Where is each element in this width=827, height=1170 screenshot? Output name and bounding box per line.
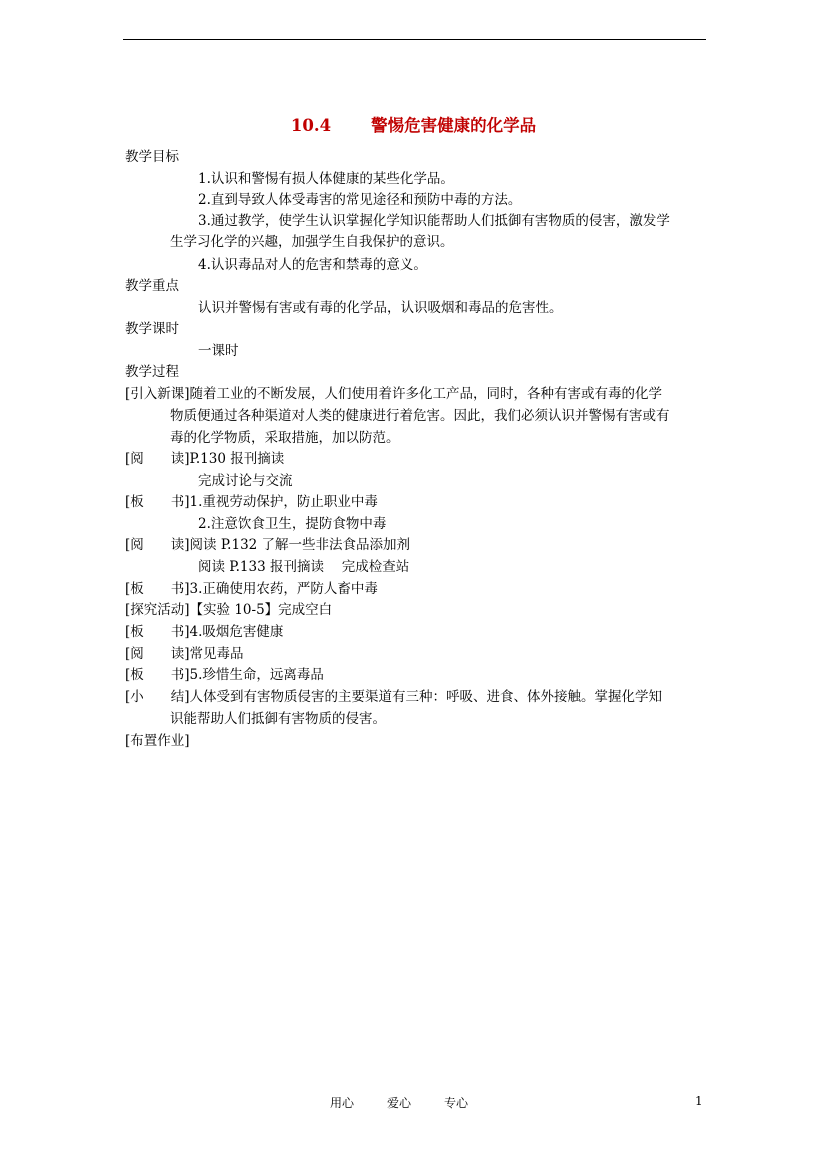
goal-item: 3.通过教学，使学生认识掌握化学知识能帮助人们抵御有害物质的侵害，激发学: [198, 213, 670, 229]
process-tag: [小 结]: [125, 689, 190, 705]
goals-heading: 教学目标: [125, 149, 179, 165]
process-text: 【实验 10-5】完成空白: [189, 602, 333, 618]
process-tag: [阅 读]: [125, 537, 190, 553]
process-text: 3.正确使用农药，严防人畜中毒: [189, 581, 378, 597]
process-tag: [布置作业]: [125, 733, 190, 749]
hours-text: 一课时: [198, 343, 239, 359]
process-line: [198, 472, 293, 490]
hours-heading: 教学课时: [125, 321, 179, 337]
process-text: 人体受到有害物质侵害的主要渠道有三种：呼吸、进食、体外接触。掌握化学知: [189, 689, 663, 705]
process-line: [125, 385, 662, 403]
document-title: [0, 112, 827, 136]
footer-item: 爱心: [387, 1096, 412, 1110]
process-tag: [板 书]: [125, 624, 190, 640]
process-tag: [阅 读]: [125, 451, 190, 467]
process-text: 阅读 P.133 报刊摘读 完成检查站: [198, 559, 410, 575]
process-tag: [板 书]: [125, 667, 190, 683]
process-line: [170, 710, 386, 728]
process-text: 5.珍惜生命，远离毒品: [189, 667, 324, 683]
process-text: 物质便通过各种渠道对人类的健康进行着危害。因此，我们必须认识并警惕有害或有: [170, 408, 670, 424]
key-heading: 教学重点: [125, 278, 179, 294]
process-line: [170, 429, 400, 447]
key-text: 认识并警惕有害或有毒的化学品，认识吸烟和毒品的危害性。: [198, 300, 563, 316]
process-tag: [阅 读]: [125, 646, 190, 662]
process-text: 1.重视劳动保护，防止职业中毒: [189, 494, 378, 510]
footer-item: 用心: [330, 1096, 355, 1110]
process-text: 完成讨论与交流: [198, 473, 293, 489]
process-line: [125, 450, 284, 468]
title-number: 10.4: [290, 116, 332, 135]
footer-item: 专心: [444, 1096, 469, 1110]
page-number: 1: [695, 1094, 703, 1108]
process-tag: [探究活动]: [125, 602, 190, 618]
process-tag: [板 书]: [125, 581, 190, 597]
process-text: 毒的化学物质，采取措施，加以防范。: [170, 430, 400, 446]
process-text: P.130 报刊摘读: [189, 451, 285, 467]
process-line: [125, 732, 190, 750]
process-line: [125, 666, 324, 684]
header-rule: [123, 39, 706, 40]
title-text: 警惕危害健康的化学品: [371, 116, 537, 135]
process-line: [125, 623, 283, 641]
process-text: 识能帮助人们抵御有害物质的侵害。: [170, 711, 386, 727]
process-line: [125, 493, 378, 511]
process-line: [125, 601, 332, 619]
process-text: 常见毒品: [189, 646, 244, 662]
process-text: 2.注意饮食卫生，提防食物中毒: [198, 516, 387, 532]
process-text: 阅读 P.132 了解一些非法食品添加剂: [189, 537, 411, 553]
goal-item: 2.直到导致人体受毒害的常见途径和预防中毒的方法。: [198, 192, 522, 208]
process-line: [125, 580, 378, 598]
process-text: 随着工业的不断发展，人们使用着许多化工产品，同时，各种有害或有毒的化学: [189, 386, 663, 402]
goal-item-continued: 生学习化学的兴趣，加强学生自我保护的意识。: [170, 234, 454, 250]
goal-item: 1.认识和警惕有损人体健康的某些化学品。: [198, 171, 454, 187]
process-line: [198, 558, 409, 576]
process-line: [125, 645, 244, 663]
process-line: [125, 536, 410, 554]
process-heading: 教学过程: [125, 364, 179, 380]
process-tag: [引入新课]: [125, 386, 190, 402]
process-text: 4.吸烟危害健康: [189, 624, 284, 640]
process-line: [125, 688, 662, 706]
process-tag: [板 书]: [125, 494, 190, 510]
process-line: [170, 407, 670, 425]
process-line: [198, 515, 386, 533]
goal-item: 4.认识毒品对人的危害和禁毒的意义。: [198, 257, 427, 273]
